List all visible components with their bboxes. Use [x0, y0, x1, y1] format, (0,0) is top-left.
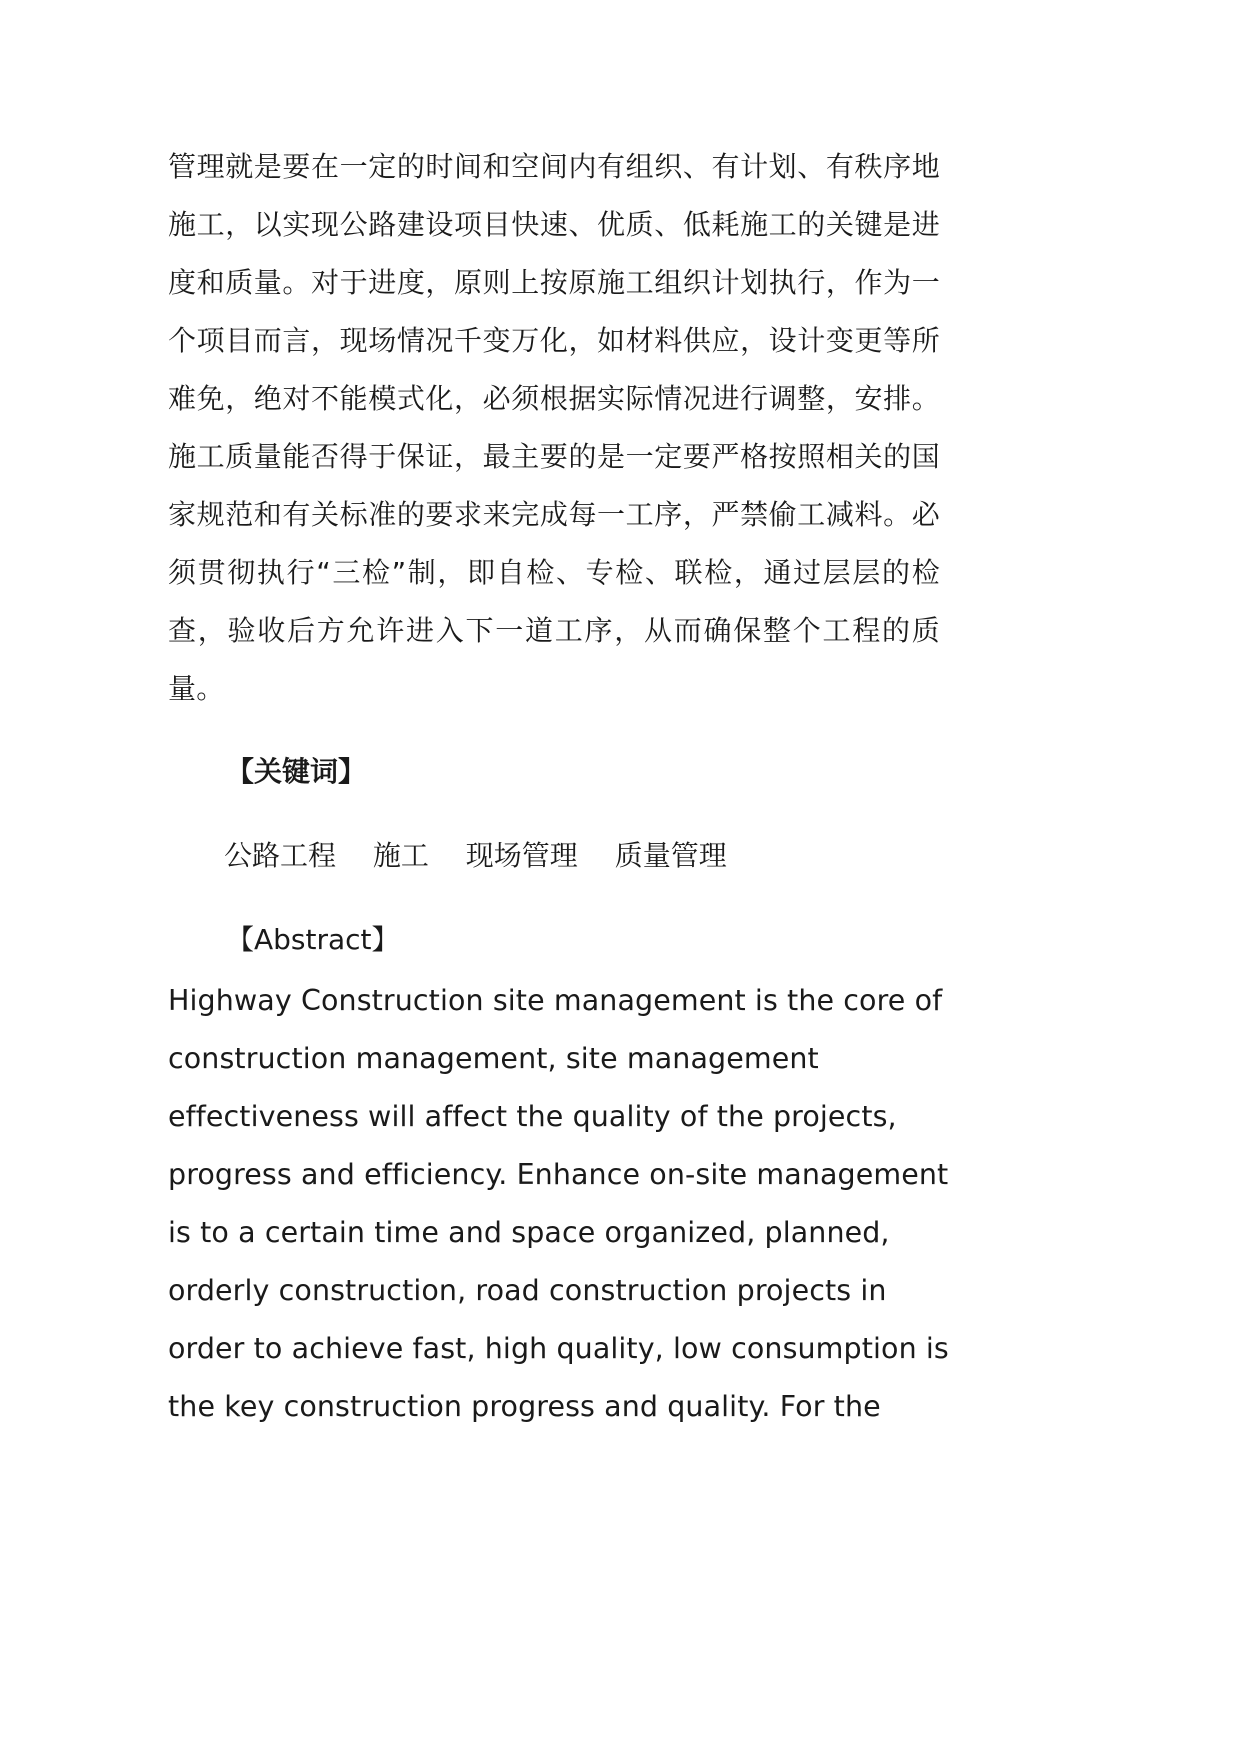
abstract-line: progress and efficiency. Enhance on-site management [168, 1158, 949, 1191]
abstract-line: construction management, site management [168, 1042, 819, 1075]
abstract-line: is to a certain time and space organized, planned, [168, 1216, 890, 1249]
keywords-heading: 【关键词】 [226, 755, 367, 788]
keywords-list: 公路工程 施工 现场管理 质量管理 [224, 839, 727, 872]
abstract-line: order to achieve fast, high quality, low consumption is [168, 1332, 949, 1365]
abstract-line: orderly construction, road construction projects in [168, 1274, 887, 1307]
chinese-body-paragraph: 管理就是要在一定的时间和空间内有组织、有计划、有秩序地施工，以实现公路建设项目快速、优质、低耗施工的关键是进度和质量。对于进度，原则上按原施工组织计划执行，作为一个项目而言，现场情况千变万化，如材料供应，设计变更等所难免，绝对不能模式化，必须根据实际情况进行调整，安排。施工质量能否得于保证，最主要的是一定要严格按照相关的国家规范和有关标准的要求来完成每一工序，严禁偷工减料。必须贯彻执行“三检”制，即自检、专检、联检，通过层层的检查，验收后方允许进入下一道工序，从而确保整个工程的质量。 [168, 150, 940, 705]
abstract-line: Highway Construction site management is the core of [168, 984, 943, 1017]
abstract-paragraph [168, 972, 948, 1436]
abstract-line: the key construction progress and quality. For the [168, 1390, 881, 1423]
abstract-heading: 【Abstract】 [226, 923, 400, 956]
abstract-line: effectiveness will affect the quality of the projects, [168, 1100, 897, 1133]
